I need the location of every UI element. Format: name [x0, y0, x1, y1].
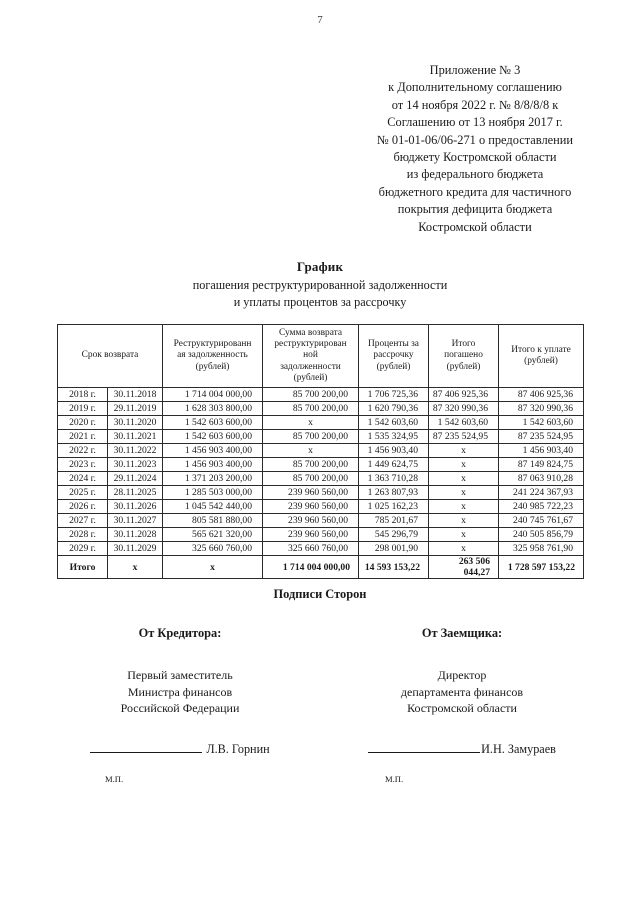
cell-interest: 1 456 903,40	[359, 444, 429, 458]
cell-total-label: Итого	[58, 556, 108, 579]
cell-year: 2023 г.	[58, 458, 108, 472]
cell-year: 2027 г.	[58, 514, 108, 528]
cell-date: 29.11.2019	[108, 402, 163, 416]
table-row	[58, 528, 584, 542]
cell-total-payable: 87 235 524,95	[499, 430, 584, 444]
cell-year: 2018 г.	[58, 388, 108, 402]
signature-columns	[0, 626, 640, 796]
column-header-total-payable	[499, 325, 584, 388]
table-row	[58, 472, 584, 486]
cell-date: 30.11.2029	[108, 542, 163, 556]
cell-restructured-debt: 1 456 903 400,00	[163, 444, 263, 458]
cell-total-payable: 325 958 761,90	[499, 542, 584, 556]
cell-repayment-amount: х	[263, 444, 359, 458]
header-line: Реструктурированн	[173, 339, 252, 350]
table-header-row	[58, 325, 584, 388]
header-line: рассрочку	[373, 350, 414, 361]
cell-interest: 298 001,90	[359, 542, 429, 556]
appendix-line-5: № 01-01-06/06-271 о предоставлении	[376, 132, 574, 147]
cell-total-payable: 87 063 910,28	[499, 472, 584, 486]
cell-repayment-amount: 325 660 760,00	[263, 542, 359, 556]
cell-restructured-debt: 1 542 603 600,00	[163, 416, 263, 430]
table-row	[58, 430, 584, 444]
cell-total-repaid: х	[429, 458, 499, 472]
cell-date: 28.11.2025	[108, 486, 163, 500]
header-line: (рублей)	[293, 372, 328, 383]
creditor-signature-line	[60, 741, 300, 757]
cell-year: 2019 г.	[58, 402, 108, 416]
appendix-line-3: от 14 ноября 2022 г. № 8/8/8/8 к	[391, 97, 559, 112]
table-total-row	[58, 556, 584, 579]
table-row	[58, 500, 584, 514]
cell-total-payable: 87 320 990,36	[499, 402, 584, 416]
cell-repayment-amount: 239 960 560,00	[263, 528, 359, 542]
cell-total-repaid: 87 320 990,36	[429, 402, 499, 416]
borrower-stamp-label: М.П.	[385, 773, 404, 784]
signatures-section	[0, 587, 640, 796]
cell-total-payable: 240 745 761,67	[499, 514, 584, 528]
cell-interest: 545 296,79	[359, 528, 429, 542]
cell-year: 2028 г.	[58, 528, 108, 542]
header-line: (рублей)	[376, 361, 411, 372]
borrower-signature-line	[342, 741, 582, 757]
cell-repayment-amount: 239 960 560,00	[263, 500, 359, 514]
cell-repayment-amount: 239 960 560,00	[263, 486, 359, 500]
cell-date: 30.11.2026	[108, 500, 163, 514]
column-header-due-date: Срок возврата	[58, 325, 163, 388]
cell-interest: 1 620 790,36	[359, 402, 429, 416]
header-line: Проценты за	[368, 339, 419, 350]
cell-restructured-debt: 565 621 320,00	[163, 528, 263, 542]
cell-restructured-debt: 1 371 203 200,00	[163, 472, 263, 486]
appendix-line-9: покрытия дефицита бюджета	[397, 202, 553, 217]
cell-year: 2020 г.	[58, 416, 108, 430]
cell-repayment-amount: 85 700 200,00	[263, 388, 359, 402]
table-body	[58, 388, 584, 579]
cell-date: 30.11.2021	[108, 430, 163, 444]
appendix-line-6: бюджету Костромской области	[393, 150, 557, 165]
table-row	[58, 444, 584, 458]
cell-total-repaid: 263 506 044,27	[429, 556, 499, 579]
creditor-org-line-2: Министра финансов	[127, 684, 233, 699]
cell-interest: 785 201,67	[359, 514, 429, 528]
header-line: задолженности	[280, 361, 341, 372]
appendix-line-7: из федерального бюджета	[406, 167, 544, 182]
cell-total-repaid: 87 406 925,36	[429, 388, 499, 402]
cell-restructured-debt: 1 714 004 000,00	[163, 388, 263, 402]
cell-interest: 1 542 603,60	[359, 416, 429, 430]
table-row	[58, 542, 584, 556]
creditor-role-label: От Кредитора:	[138, 626, 222, 640]
cell-interest: 1 363 710,28	[359, 472, 429, 486]
borrower-org-line-1: Директор	[437, 668, 487, 682]
cell-total-repaid: х	[429, 514, 499, 528]
page-number: 7	[317, 14, 323, 26]
cell-total-repaid: 87 235 524,95	[429, 430, 499, 444]
header-line: (рублей)	[195, 361, 230, 372]
cell-date: 30.11.2020	[108, 416, 163, 430]
header-line: ной	[303, 350, 318, 361]
cell-year: 2029 г.	[58, 542, 108, 556]
borrower-name: И.Н. Замураев	[481, 741, 556, 756]
header-line: ая задолженность	[177, 350, 248, 361]
appendix-reference-block	[330, 62, 620, 236]
cell-repayment-amount: 85 700 200,00	[263, 458, 359, 472]
cell-interest: 1 263 807,93	[359, 486, 429, 500]
cell-total-repaid: х	[429, 500, 499, 514]
cell-restructured-debt: 325 660 760,00	[163, 542, 263, 556]
cell-total-payable: 87 149 824,75	[499, 458, 584, 472]
table-row	[58, 402, 584, 416]
header-line: реструктурирован	[274, 339, 347, 350]
header-line: Сумма возврата	[278, 327, 343, 338]
cell-total-payable: 87 406 925,36	[499, 388, 584, 402]
appendix-line-1: Приложение № 3	[429, 63, 521, 77]
cell-repayment-amount: 85 700 200,00	[263, 430, 359, 444]
cell-date: 30.11.2018	[108, 388, 163, 402]
cell-total-restructured-debt: х	[163, 556, 263, 579]
cell-total-payable: 240 505 856,79	[499, 528, 584, 542]
cell-total-interest: 14 593 153,22	[359, 556, 429, 579]
borrower-role-label: От Заемщика:	[421, 626, 503, 640]
cell-year: 2025 г.	[58, 486, 108, 500]
table-row	[58, 486, 584, 500]
cell-total-payable: 1 456 903,40	[499, 444, 584, 458]
cell-restructured-debt: 1 045 542 440,00	[163, 500, 263, 514]
table-header	[58, 325, 584, 388]
cell-total-repaid: х	[429, 528, 499, 542]
cell-restructured-debt: 1 285 503 000,00	[163, 486, 263, 500]
cell-restructured-debt: 1 542 603 600,00	[163, 430, 263, 444]
cell-repayment-amount: 85 700 200,00	[263, 402, 359, 416]
cell-date: 29.11.2024	[108, 472, 163, 486]
cell-year: 2021 г.	[58, 430, 108, 444]
cell-total-payable: 241 224 367,93	[499, 486, 584, 500]
cell-year: 2026 г.	[58, 500, 108, 514]
column-header-restructured-debt	[163, 325, 263, 388]
repayment-schedule-table	[57, 324, 584, 579]
cell-date: 30.11.2027	[108, 514, 163, 528]
cell-date: 30.11.2022	[108, 444, 163, 458]
cell-restructured-debt: 1 456 903 400,00	[163, 458, 263, 472]
header-line: Итого к уплате	[511, 344, 571, 355]
cell-total-payable: 1 728 597 153,22	[499, 556, 584, 579]
signatures-heading: Подписи Сторон	[273, 587, 367, 601]
cell-interest: 1 706 725,36	[359, 388, 429, 402]
cell-interest: 1 025 162,23	[359, 500, 429, 514]
creditor-name: Л.В. Горнин	[206, 741, 270, 756]
creditor-org-line-1: Первый заместитель	[127, 668, 233, 682]
cell-total-repaid: х	[429, 542, 499, 556]
signature-block-creditor	[60, 626, 300, 784]
page-title: График	[296, 259, 344, 274]
appendix-line-10: Костромской области	[418, 219, 532, 234]
appendix-line-4: Соглашению от 13 ноября 2017 г.	[387, 115, 563, 130]
cell-total-payable: 240 985 722,23	[499, 500, 584, 514]
table-row	[58, 514, 584, 528]
header-line: (рублей)	[446, 361, 481, 372]
header-line: Итого	[451, 339, 476, 350]
creditor-organization	[60, 667, 300, 717]
cell-total-repaid: 1 542 603,60	[429, 416, 499, 430]
cell-date: 30.11.2028	[108, 528, 163, 542]
cell-repayment-amount: 239 960 560,00	[263, 514, 359, 528]
creditor-stamp-label: М.П.	[105, 773, 124, 784]
cell-repayment-amount: 85 700 200,00	[263, 472, 359, 486]
cell-total-repaid: х	[429, 472, 499, 486]
subtitle-line-1: погашения реструктурированной задолженности	[192, 278, 448, 292]
cell-restructured-debt: 1 628 303 800,00	[163, 402, 263, 416]
creditor-org-line-3: Российской Федерации	[120, 701, 240, 715]
signature-block-borrower	[342, 626, 582, 784]
cell-total-date: х	[108, 556, 163, 579]
signature-rule	[90, 741, 202, 753]
cell-total-repaid: х	[429, 444, 499, 458]
document-subtitle	[0, 277, 640, 311]
repayment-schedule-table-container	[57, 324, 583, 579]
borrower-org-line-2: департамента финансов	[400, 684, 524, 699]
document-title-block	[0, 258, 640, 311]
borrower-org-line-3: Костромской области	[407, 701, 517, 715]
table-row	[58, 388, 584, 402]
appendix-line-8: бюджетного кредита для частичного	[378, 184, 572, 199]
borrower-organization	[342, 667, 582, 717]
cell-year: 2024 г.	[58, 472, 108, 486]
cell-interest: 1 449 624,75	[359, 458, 429, 472]
header-line: погашено	[444, 350, 483, 361]
cell-total-repaid: х	[429, 486, 499, 500]
signature-rule	[368, 741, 480, 753]
table-row	[58, 458, 584, 472]
column-header-total-repaid	[429, 325, 499, 388]
cell-restructured-debt: 805 581 880,00	[163, 514, 263, 528]
cell-total-payable: 1 542 603,60	[499, 416, 584, 430]
column-header-repayment-amount	[263, 325, 359, 388]
cell-repayment-amount: х	[263, 416, 359, 430]
cell-year: 2022 г.	[58, 444, 108, 458]
subtitle-line-2: и уплаты процентов за рассрочку	[233, 295, 407, 309]
table-row	[58, 416, 584, 430]
cell-date: 30.11.2023	[108, 458, 163, 472]
column-header-interest	[359, 325, 429, 388]
cell-total-repayment-amount: 1 714 004 000,00	[263, 556, 359, 579]
header-line: (рублей)	[524, 356, 558, 366]
appendix-line-2: к Дополнительному соглашению	[388, 80, 562, 95]
cell-interest: 1 535 324,95	[359, 430, 429, 444]
